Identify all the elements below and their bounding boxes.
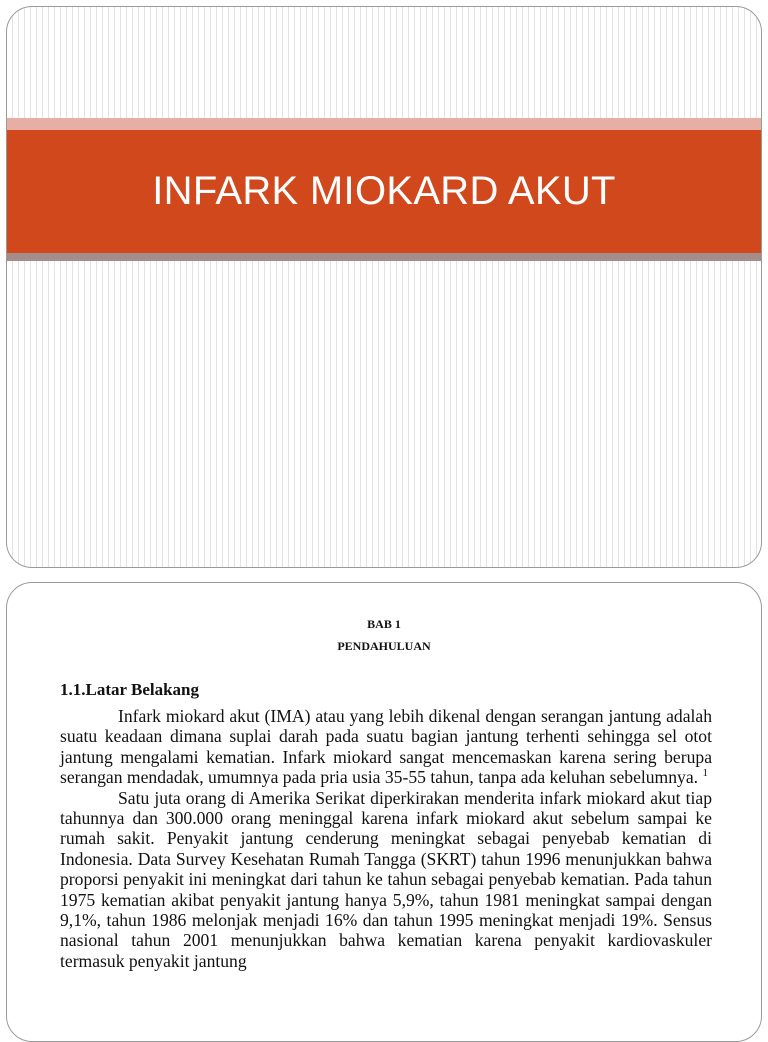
title-slide (6, 6, 762, 568)
document-page (6, 582, 762, 1042)
paragraph-text: Satu juta orang di Amerika Serikat diperkirakan menderita infark miokard akut tiap tahunnya dan 300.000 orang meninggal karena infark miokard akut sebelum sampai ke rumah sakit. Penyakit jantung cenderung meningkat sebagai penyebab kematian di Indonesia. Data Survey Kesehatan Rumah Tangga (SKRT) tahun 1996 menunjukkan bahwa proporsi penyakit ini meningkat dari tahun ke tahun sebagai penyebab kematian. Pada tahun 1975 kematian akibat penyakit jantung hanya 5,9%, tahun 1981 meningkat sampai dengan 9,1%, tahun 1986 melonjak menjadi 16% dan tahun 1995 meningkat menjadi 19%. Sensus nasional tahun 2001 menunjukkan bahwa kematian karena penyakit kardiovaskuler termasuk penyakit jantung (60, 787, 712, 971)
paragraph (60, 706, 712, 788)
title-band-top-stripe (7, 118, 761, 130)
title-band (7, 130, 761, 253)
slide-title: INFARK MIOKARD AKUT (152, 169, 616, 213)
chapter-number: BAB 1 (367, 617, 401, 631)
section-heading: 1.1.Latar Belakang (60, 680, 200, 699)
paragraph-text: Infark miokard akut (IMA) atau yang lebih dikenal dengan serangan jantung adalah suatu keadaan dimana suplai darah pada suatu bagian jantung terhenti sehingga sel otot jantung mengalami kematian. Infark miokard sangat mencemaskan karena sering berupa serangan mendadak, umumnya pada pria usia 35-55 tahun, tanpa ada keluhan sebelumnya. (60, 706, 712, 788)
body-text (60, 706, 712, 971)
paragraph (60, 788, 712, 972)
title-band-bottom-stripe (7, 253, 761, 261)
footnote-marker: 1 (702, 767, 708, 780)
chapter-title: PENDAHULUAN (337, 639, 431, 653)
